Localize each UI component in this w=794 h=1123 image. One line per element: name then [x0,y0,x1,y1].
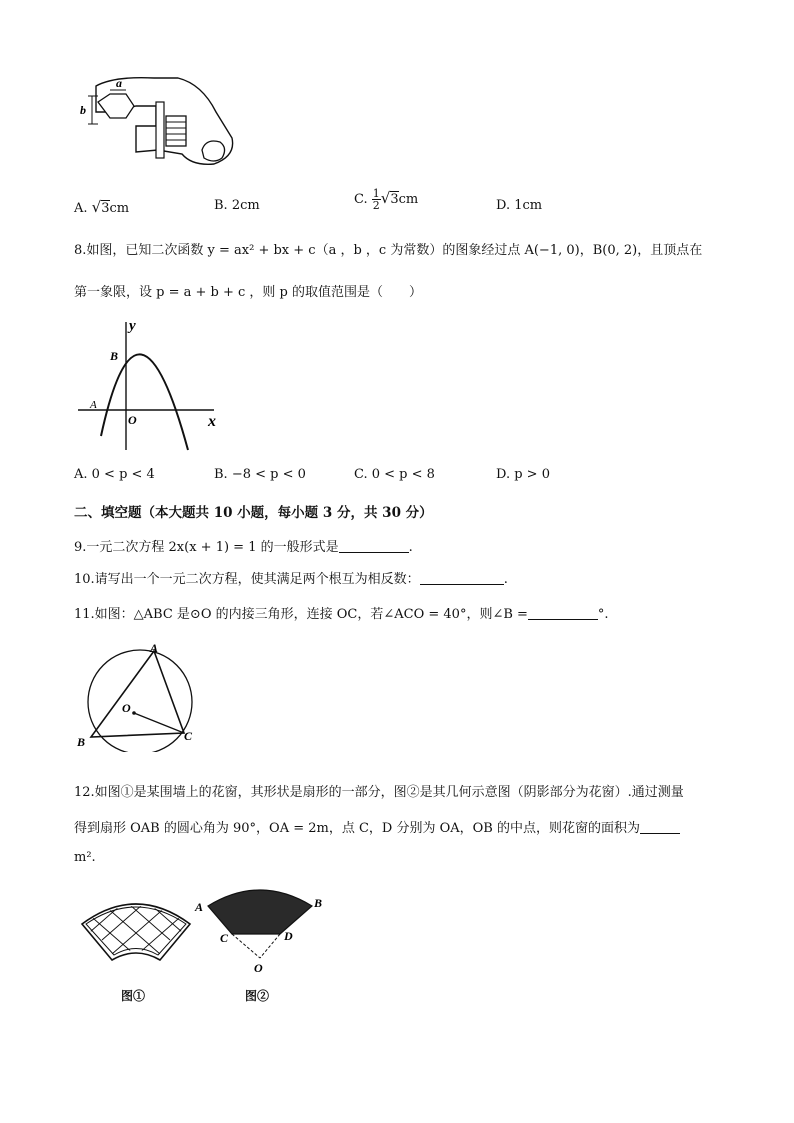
q11-text: 11.如图：△ABC 是⊙O 的内接三角形，连接 OC，若∠ACO = 40°，则∠B = °. [74,607,609,622]
shaded-window-region [208,890,312,934]
label-A: A [195,900,204,914]
section-title: 二、填空题（本大题共 10 小题，每小题 3 分，共 30 分） [74,505,433,521]
label-O: O [128,413,137,427]
parabola-curve [101,354,188,450]
label-B: B [314,896,323,910]
q7-option-c[interactable]: C. $\frac{1}{2}$ √3cm [354,187,419,212]
q8-option-d[interactable]: D. p > 0 [496,467,550,482]
q8-option-c[interactable]: C. 0 < p < 8 [354,467,435,482]
q12-text-line1: 12.如图①是某围墙上的花窗，其形状是扇形的一部分，图②是其几何示意图（阴影部分为花窗）.通过测量 [74,785,684,800]
segment-oc [134,713,184,733]
wrench-figure [74,72,244,172]
q8-text-line1: 8.如图，已知二次函数 y = ax² + bx + c（a ，b ，c 为常数）的图象经过点 A(−1, 0)，B(0, 2)，且顶点在 [74,243,703,258]
q12-answer-blank[interactable] [640,821,680,834]
caption-fig2: 图② [245,989,270,1003]
q11-answer-blank[interactable] [528,607,598,620]
label-B: B [110,349,119,363]
label-B: B [77,735,86,749]
label-O: O [254,961,263,975]
label-D: D [284,929,293,943]
q12-text-line3: m². [74,850,96,865]
q9-text: 9.一元二次方程 2x(x + 1) = 1 的一般形式是 . [74,540,413,555]
q8-option-a[interactable]: A. 0 < p < 4 [74,467,155,482]
caption-fig1: 图① [121,989,146,1003]
sector-diagram-figure [190,880,330,976]
hex-nut [98,94,134,118]
label-A: A [90,399,97,411]
q8-text-line2: 第一象限，设 p = a + b + c ，则 p 的取值范围是（ ） [74,285,422,300]
lattice-window-figure [80,892,192,964]
q8-option-b[interactable]: B. −8 < p < 0 [214,467,306,482]
label-a: a [116,76,122,90]
q12-text-line2: 得到扇形 OAB 的圆心角为 90°，OA = 2m，点 C，D 分别为 OA，OB 的中点，则花窗的面积为 [74,817,680,836]
q9-answer-blank[interactable] [339,540,409,553]
label-O: O [122,701,131,715]
label-x: x [208,413,216,430]
label-C: C [220,931,229,945]
q10-answer-blank[interactable] [420,572,504,585]
parabola-graph [74,316,224,454]
segment-co [232,934,260,958]
q7-option-d[interactable]: D. 1cm [496,198,543,213]
label-b: b [80,103,86,117]
q10-text: 10.请写出一个一元二次方程，使其满足两个根互为相反数： . [74,572,508,587]
label-C: C [184,729,193,743]
label-A: A [150,641,159,655]
handle-hole [202,141,225,161]
label-y: y [129,318,136,334]
q7-option-a[interactable]: A. √3cm [74,198,130,216]
segment-do [260,934,280,958]
circle-triangle-figure [74,640,204,752]
q7-option-b[interactable]: B. 2cm [214,198,260,213]
worm-gear [166,116,186,146]
